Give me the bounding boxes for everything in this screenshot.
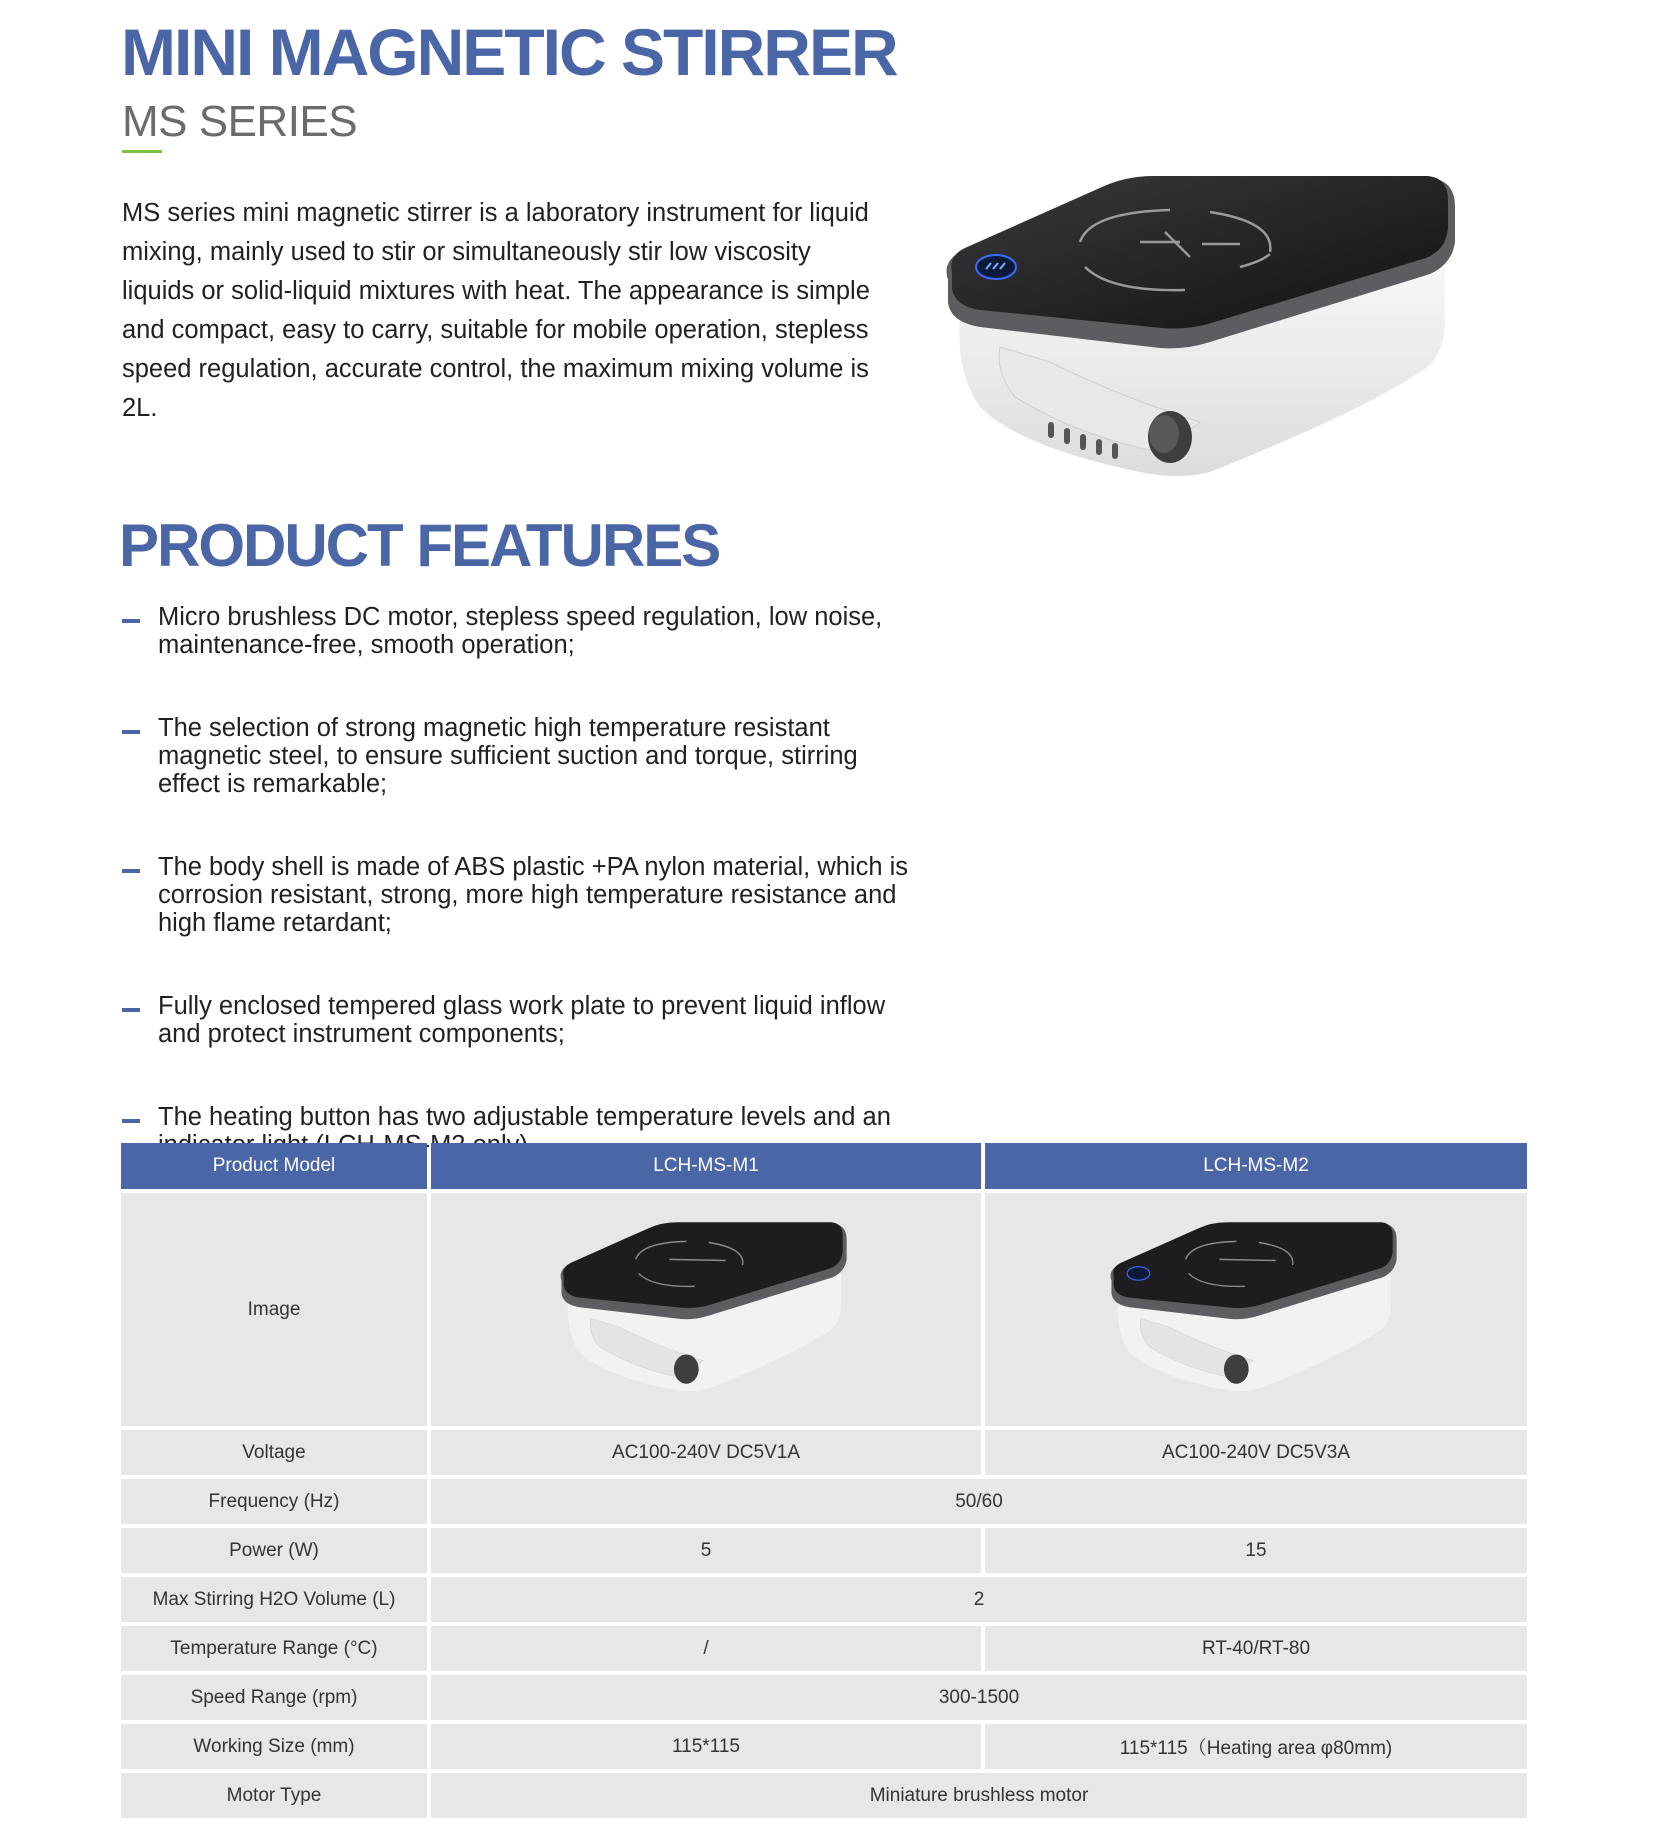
table-row [121,1528,1527,1573]
features-list [122,603,922,1214]
feature-text: Micro brushless DC motor, stepless speed regulation, low noise, maintenance-free, smooth operation; [158,603,883,659]
feature-text: The heating button has two adjustable temperature levels and an [158,1103,891,1131]
cell-value: 2 [431,1577,1527,1622]
product-image-m1 [556,1220,856,1400]
image-cell-m1 [431,1193,981,1426]
product-image [940,172,1470,492]
feature-text: Fully enclosed tempered glass work plate to prevent liquid inflow and protect instrument components; [158,992,886,1048]
cell-value: 115*115（Heating area φ80mm) [985,1724,1527,1769]
subtitle-underline [122,150,162,153]
header-model-m2: LCH-MS-M2 [985,1143,1527,1189]
bullet-dash-icon [122,1119,140,1123]
spec-table [117,1139,1531,1822]
feature-item [122,714,922,798]
table-header-row [121,1143,1527,1189]
row-label: Working Size (mm) [121,1724,427,1769]
feature-text: The selection of strong magnetic high temperature resistant magnetic steel, to ensure sufficient suction and torque, stirring effect is remarkable; [158,714,858,798]
feature-item [122,853,922,937]
table-row [121,1193,1527,1426]
cell-value: 15 [985,1528,1527,1573]
product-image-m2 [1106,1220,1406,1400]
row-label-image: Image [121,1193,427,1426]
table-row [121,1626,1527,1671]
row-label: Speed Range (rpm) [121,1675,427,1720]
features-title: PRODUCT FEATURES [119,512,720,579]
row-label: Max Stirring H2O Volume (L) [121,1577,427,1622]
feature-text: The body shell is made of ABS plastic +PA nylon material, which is corrosion resistant, strong, more high temperature resistance and high flame retardant; [158,853,909,937]
table-row [121,1430,1527,1475]
cell-value: RT-40/RT-80 [985,1626,1527,1671]
table-row [121,1479,1527,1524]
bullet-dash-icon [122,619,140,623]
row-label: Frequency (Hz) [121,1479,427,1524]
table-row [121,1724,1527,1769]
bullet-dash-icon [122,869,140,873]
header-model-m1: LCH-MS-M1 [431,1143,981,1189]
intro-paragraph: MS series mini magnetic stirrer is a laboratory instrument for liquid mixing, mainly used to stir or simultaneously stir low viscosity liquids or solid-liquid mixtures with heat. The appearance is simple and compact, easy to carry, suitable for mobile operation, stepless speed regulation, accurate control, the maximum mixing volume is 2L. [122,199,870,422]
header-product-model: Product Model [121,1143,427,1189]
cell-value: / [431,1626,981,1671]
row-label: Power (W) [121,1528,427,1573]
cell-value: 5 [431,1528,981,1573]
page-subtitle: MS SERIES [122,97,358,146]
row-label: Voltage [121,1430,427,1475]
image-cell-m2 [985,1193,1527,1426]
cell-value: AC100-240V DC5V3A [985,1430,1527,1475]
page-title: MINI MAGNETIC STIRRER [121,15,897,89]
table-row [121,1675,1527,1720]
bullet-dash-icon [122,1008,140,1012]
bullet-dash-icon [122,730,140,734]
cell-value: Miniature brushless motor [431,1773,1527,1818]
cell-value: 50/60 [431,1479,1527,1524]
row-label: Temperature Range (°C) [121,1626,427,1671]
table-row [121,1773,1527,1818]
table-row [121,1577,1527,1622]
cell-value: 115*115 [431,1724,981,1769]
feature-item [122,992,922,1048]
feature-item [122,603,922,659]
cell-value: AC100-240V DC5V1A [431,1430,981,1475]
row-label: Motor Type [121,1773,427,1818]
cell-value: 300-1500 [431,1675,1527,1720]
